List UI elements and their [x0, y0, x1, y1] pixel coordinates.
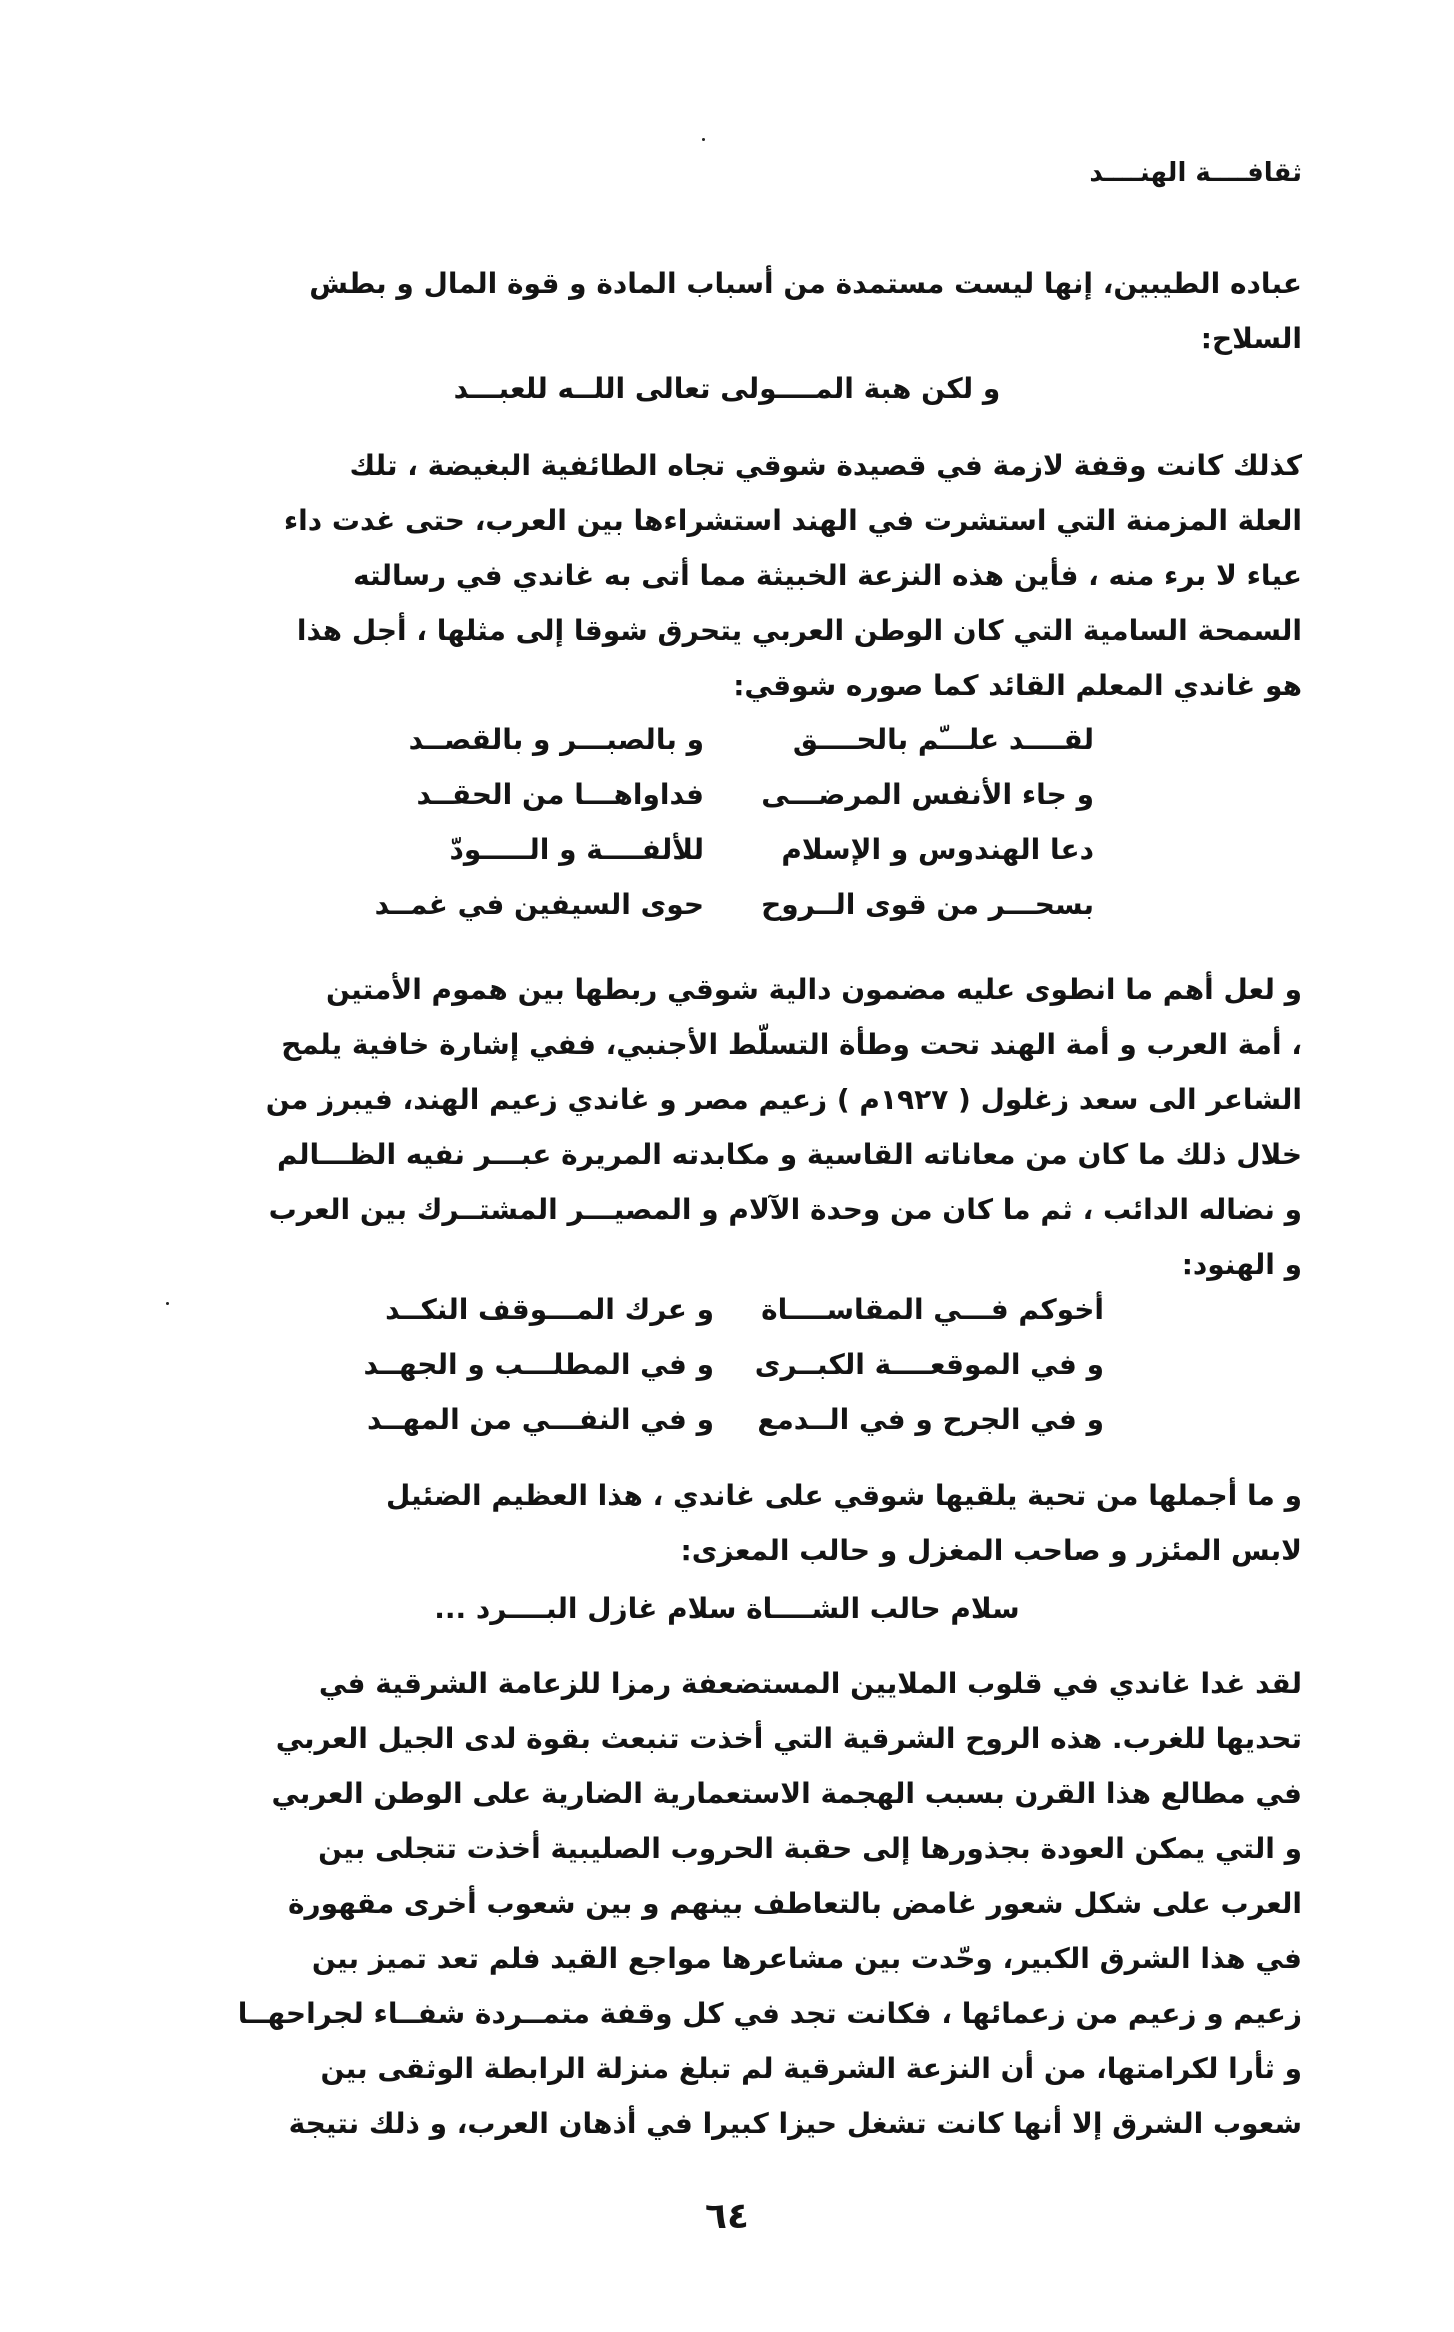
scan-speck	[166, 1302, 169, 1305]
text-line: العرب على شكل شعور غامض بالتعاطف بينهم و بين شعوب أخرى مقهورة	[287, 1887, 1302, 1920]
running-header: ثقافــــة الهنــــد	[1089, 158, 1302, 188]
text-line: عباده الطيبين، إنها ليست مستمدة من أسباب المادة و قوة المال و بطش	[309, 267, 1302, 300]
verse-first-half: و جاء الأنفس المرضـــى	[761, 778, 1094, 811]
page-number: ٦٤	[705, 2196, 749, 2237]
centered-verse-2: سلام حالب الشــــاة سلام غازل البــــرد ...	[434, 1592, 1020, 1625]
text-line: في مطالع هذا القرن بسبب الهجمة الاستعمارية الضارية على الوطن العربي	[271, 1777, 1302, 1810]
poem-verse	[334, 767, 1094, 822]
poem-verse	[334, 712, 1094, 767]
poem-verse	[344, 1337, 1104, 1392]
text-line: و نضاله الدائب ، ثم ما كان من وحدة الآلام و المصيـــر المشتــرك بين العرب	[268, 1193, 1302, 1226]
verse-second-half: للألفــــة و الـــــودّ	[449, 833, 704, 866]
text-line: في هذا الشرق الكبير، وحّدت بين مشاعرها مواجع القيد فلم تعد تميز بين	[311, 1942, 1302, 1975]
text-line: تحديها للغرب. هذه الروح الشرقية التي أخذت تنبعث بقوة لدى الجيل العربي	[275, 1722, 1302, 1755]
verse-first-half: لقــــد علـــّم بالحــــق	[792, 723, 1094, 756]
text-line: و التي يمكن العودة بجذورها إلى حقبة الحروب الصليبية أخذت تتجلى بين	[318, 1832, 1302, 1865]
verse-first-half: و في الموقعــــة الكبــرى	[754, 1348, 1104, 1381]
text-line: الشاعر الى سعد زغلول ( ١٩٢٧م ) زعيم مصر و غاندي زعيم الهند، فيبرز من	[265, 1083, 1302, 1116]
text-line: و الهنود:	[1181, 1248, 1302, 1281]
text-line: ، أمة العرب و أمة الهند تحت وطأة التسلّط الأجنبي، ففي إشارة خافية يلمح	[281, 1028, 1302, 1061]
text-line: شعوب الشرق إلا أنها كانت تشغل حيزا كبيرا في أذهان العرب، و ذلك نتيجة	[288, 2107, 1302, 2140]
text-line: كذلك كانت وقفة لازمة في قصيدة شوقي تجاه الطائفية البغيضة ، تلك	[349, 449, 1302, 482]
poem-verse	[334, 877, 1094, 932]
verse-first-half: دعا الهندوس و الإسلام	[781, 833, 1094, 866]
text-line: لقد غدا غاندي في قلوب الملايين المستضعفة رمزا للزعامة الشرقية في	[318, 1667, 1302, 1700]
poem-2	[344, 1282, 1104, 1447]
verse-second-half: و في المطلـــب و الجهــد	[363, 1348, 714, 1381]
verse-first-half: و في الجرح و في الــدمع	[757, 1403, 1104, 1436]
text-line: و لعل أهم ما انطوى عليه مضمون دالية شوقي ربطها بين هموم الأمتين	[325, 973, 1302, 1006]
text-line: هو غاندي المعلم القائد كما صوره شوقي:	[733, 669, 1302, 702]
verse-second-half: و بالصبـــر و بالقصــد	[408, 723, 704, 756]
text-line: لابس المئزر و صاحب المغزل و حالب المعزى:	[680, 1534, 1302, 1567]
text-line: زعيم و زعيم من زعمائها ، فكانت تجد في كل وقفة متمــردة شفــاء لجراحهــا	[237, 1997, 1302, 2030]
text-line: و ثأرا لكرامتها، من أن النزعة الشرقية لم تبلغ منزلة الرابطة الوثقى بين	[320, 2052, 1302, 2085]
paragraph-4	[152, 1468, 1302, 1578]
poem-verse	[344, 1392, 1104, 1447]
verse-first-half: بسحـــر من قوى الــروح	[761, 888, 1094, 921]
paragraph-1	[152, 256, 1302, 366]
text-line: السمحة السامية التي كان الوطن العربي يتحرق شوقا إلى مثلها ، أجل هذا	[296, 614, 1302, 647]
text-line: العلة المزمنة التي استشرت في الهند استشراءها بين العرب، حتى غدت داء	[283, 504, 1302, 537]
paragraph-5	[152, 1656, 1302, 2151]
text-line: السلاح:	[1200, 322, 1302, 355]
verse-second-half: و عرك المـــوقف النكــد	[385, 1293, 714, 1326]
verse-first-half: أخوكم فـــي المقاســــاة	[761, 1293, 1104, 1326]
text-line: خلال ذلك ما كان من معاناته القاسية و مكابدته المريرة عبـــر نفيه الظـــالم	[277, 1138, 1302, 1171]
scan-speck	[702, 138, 705, 141]
verse-second-half: فداواهـــا من الحقــد	[416, 778, 704, 811]
verse-second-half: حوى السيفين في غمــد	[374, 888, 704, 921]
text-line: عياء لا برء منه ، فأين هذه النزعة الخبيثة مما أتى به غاندي في رسالته	[353, 559, 1302, 592]
paragraph-2	[152, 438, 1302, 713]
poem-verse	[344, 1282, 1104, 1337]
centered-verse-1: و لكن هبة المــــولى تعالى اللــه للعبـــد	[453, 372, 1001, 405]
verse-second-half: و في النفـــي من المهــد	[366, 1403, 714, 1436]
poem-1	[334, 712, 1094, 932]
poem-verse	[334, 822, 1094, 877]
text-line: و ما أجملها من تحية يلقيها شوقي على غاندي ، هذا العظيم الضئيل	[386, 1479, 1302, 1512]
paragraph-3	[152, 962, 1302, 1292]
